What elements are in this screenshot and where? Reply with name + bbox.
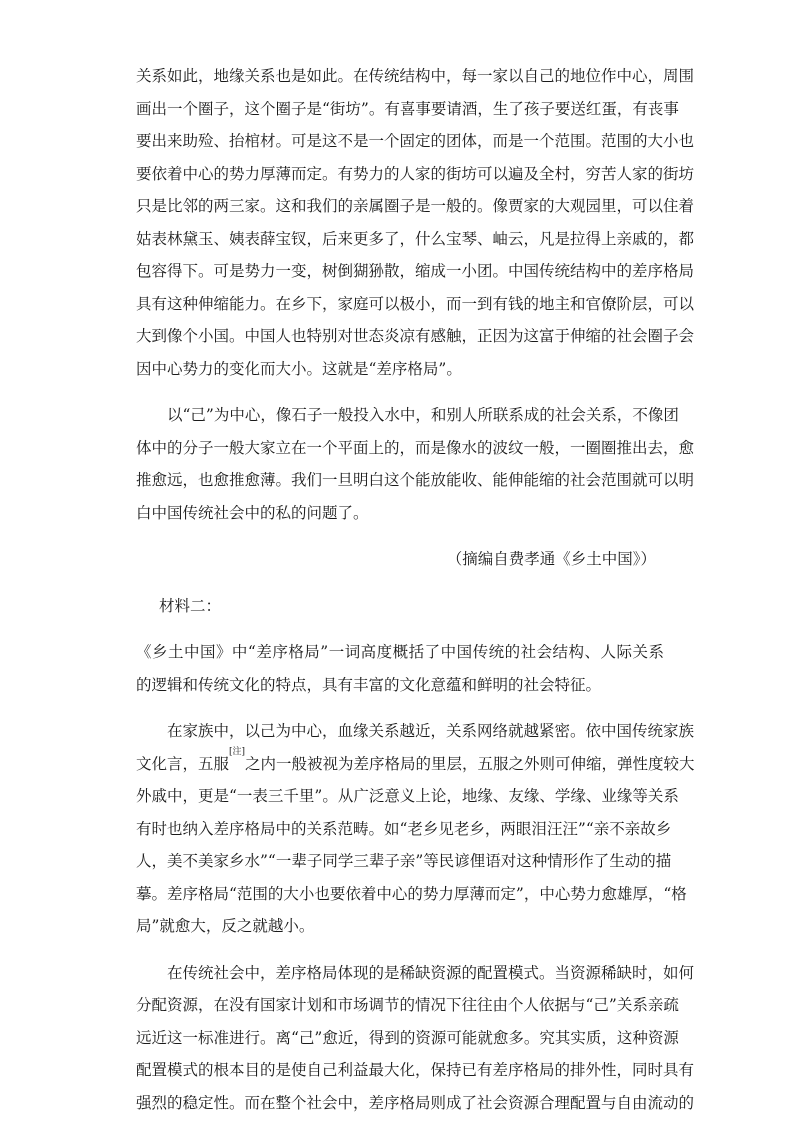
paragraph-4 bbox=[136, 715, 695, 943]
paragraph-gap bbox=[136, 622, 664, 636]
footnote-marker: [注] bbox=[229, 746, 246, 757]
text-line: 只是比邻的两三家。这和我们的亲属圈子是一般的。像贾家的大观园里，可以住着 bbox=[136, 197, 695, 215]
text-line: 大到像个小国。中国人也特别对世态炎凉有感触，正因为这富于伸缩的社会圈子会 bbox=[136, 327, 695, 345]
text-line: 白中国传统社会中的私的问题了。 bbox=[136, 503, 369, 522]
text-line: 有时也纳入差序格局中的关系范畴。如“老乡见老乡，两眼泪汪汪”“亲不亲故乡 bbox=[136, 819, 672, 838]
text-line: 推愈远，也愈推愈薄。我们一旦明白这个能放能收、能伸能缩的社会范围就可以明 bbox=[136, 471, 695, 489]
paragraph-gap bbox=[136, 576, 664, 590]
text-line: 要依着中心的势力厚薄而定。有势力的人家的街坊可以遍及全村，穷苦人家的街坊 bbox=[136, 164, 695, 183]
text-line: 以“己”为中心，像石子一般投入水中，和别人所联系成的社会关系，不像团 bbox=[167, 406, 679, 424]
paragraph-gap bbox=[136, 701, 664, 715]
text-line: 关系如此，地缘关系也是如此。在传统结构中，每一家以自己的地位作中心，周围 bbox=[136, 67, 695, 85]
source-citation: （摘编自费孝通《乡土中国》） bbox=[446, 550, 656, 568]
text-line: 远近这一标准进行。离“己”愈近，得到的资源可能就愈多。究其实质，这种资源 bbox=[136, 1028, 679, 1047]
text-line: 局”就愈大，反之就越小。 bbox=[136, 917, 315, 935]
text-segment: 之内一般被视为差序格局的里层，五服之外则可伸缩，弹性度较大 bbox=[245, 754, 695, 773]
paragraph-gap bbox=[136, 529, 664, 543]
paragraph-gap bbox=[136, 385, 664, 399]
article-body bbox=[136, 60, 695, 1119]
text-line: 画出一个圈子，这个圈子是“街坊”。有喜事要请酒，生了孩子要送红蛋，有丧事 bbox=[136, 99, 679, 118]
text-line: 姑表林黛玉、姨表薛宝钗，后来更多了，什么宝琴、岫云，凡是拉得上亲戚的，都 bbox=[136, 229, 695, 248]
paragraph-2 bbox=[136, 399, 695, 529]
material-2-heading: 材料二： bbox=[159, 596, 222, 615]
text-line: 因中心势力的变化而大小。这就是“差序格局”。 bbox=[136, 359, 462, 378]
text-line-with-note bbox=[136, 746, 695, 781]
text-line: 在传统社会中，差序格局体现的是稀缺资源的配置模式。当资源稀缺时，如何 bbox=[167, 963, 695, 982]
text-line: 强烈的稳定性。而在整个社会中，差序格局则成了社会资源合理配置与自由流动的 bbox=[136, 1093, 695, 1112]
paragraph-gap bbox=[136, 943, 664, 957]
text-line: 要出来助殓、抬棺材。可是这不是一个固定的团体，而是一个范围。范围的大小也 bbox=[136, 132, 695, 150]
paragraph-1 bbox=[136, 60, 695, 385]
text-line: 的逻辑和传统文化的特点，具有丰富的文化意蕴和鲜明的社会特征。 bbox=[136, 675, 602, 694]
text-line: 人，美不美家乡水”“一辈子同学三辈子亲”等民谚俚语对这种情形作了生动的描 bbox=[136, 852, 672, 870]
paragraph-5 bbox=[136, 957, 695, 1120]
text-line: 在家族中，以己为中心，血缘关系越近，关系网络就越紧密。依中国传统家族 bbox=[167, 722, 695, 740]
text-line: 摹。差序格局“范围的大小也要依着中心的势力厚薄而定”，中心势力愈雄厚，“格 bbox=[136, 884, 687, 903]
text-line: 外戚中，更是“一表三千里”。从广泛意义上论，地缘、友缘、学缘、业缘等关系 bbox=[136, 787, 679, 805]
text-line: 包容得下。可是势力一变，树倒猢狲散，缩成一小团。中国传统结构中的差序格局 bbox=[136, 262, 695, 280]
text-line: 配置模式的根本目的是使自己利益最大化，保持已有差序格局的排外性，同时具有 bbox=[136, 1061, 695, 1079]
paragraph-3 bbox=[136, 636, 664, 701]
text-line: 分配资源，在没有国家计划和市场调节的情况下往往由个人依据与“己”关系亲疏 bbox=[136, 996, 679, 1014]
text-line: 《乡土中国》中“差序格局”一词高度概括了中国传统的社会结构、人际关系 bbox=[136, 643, 664, 661]
text-line: 具有这种伸缩能力。在乡下，家庭可以极小，而一到有钱的地主和官僚阶层，可以 bbox=[136, 294, 695, 313]
text-line: 体中的分子一般大家立在一个平面上的，而是像水的波纹一般，一圈圈推出去，愈 bbox=[136, 438, 695, 457]
text-segment: 文化言，五服 bbox=[136, 754, 230, 773]
